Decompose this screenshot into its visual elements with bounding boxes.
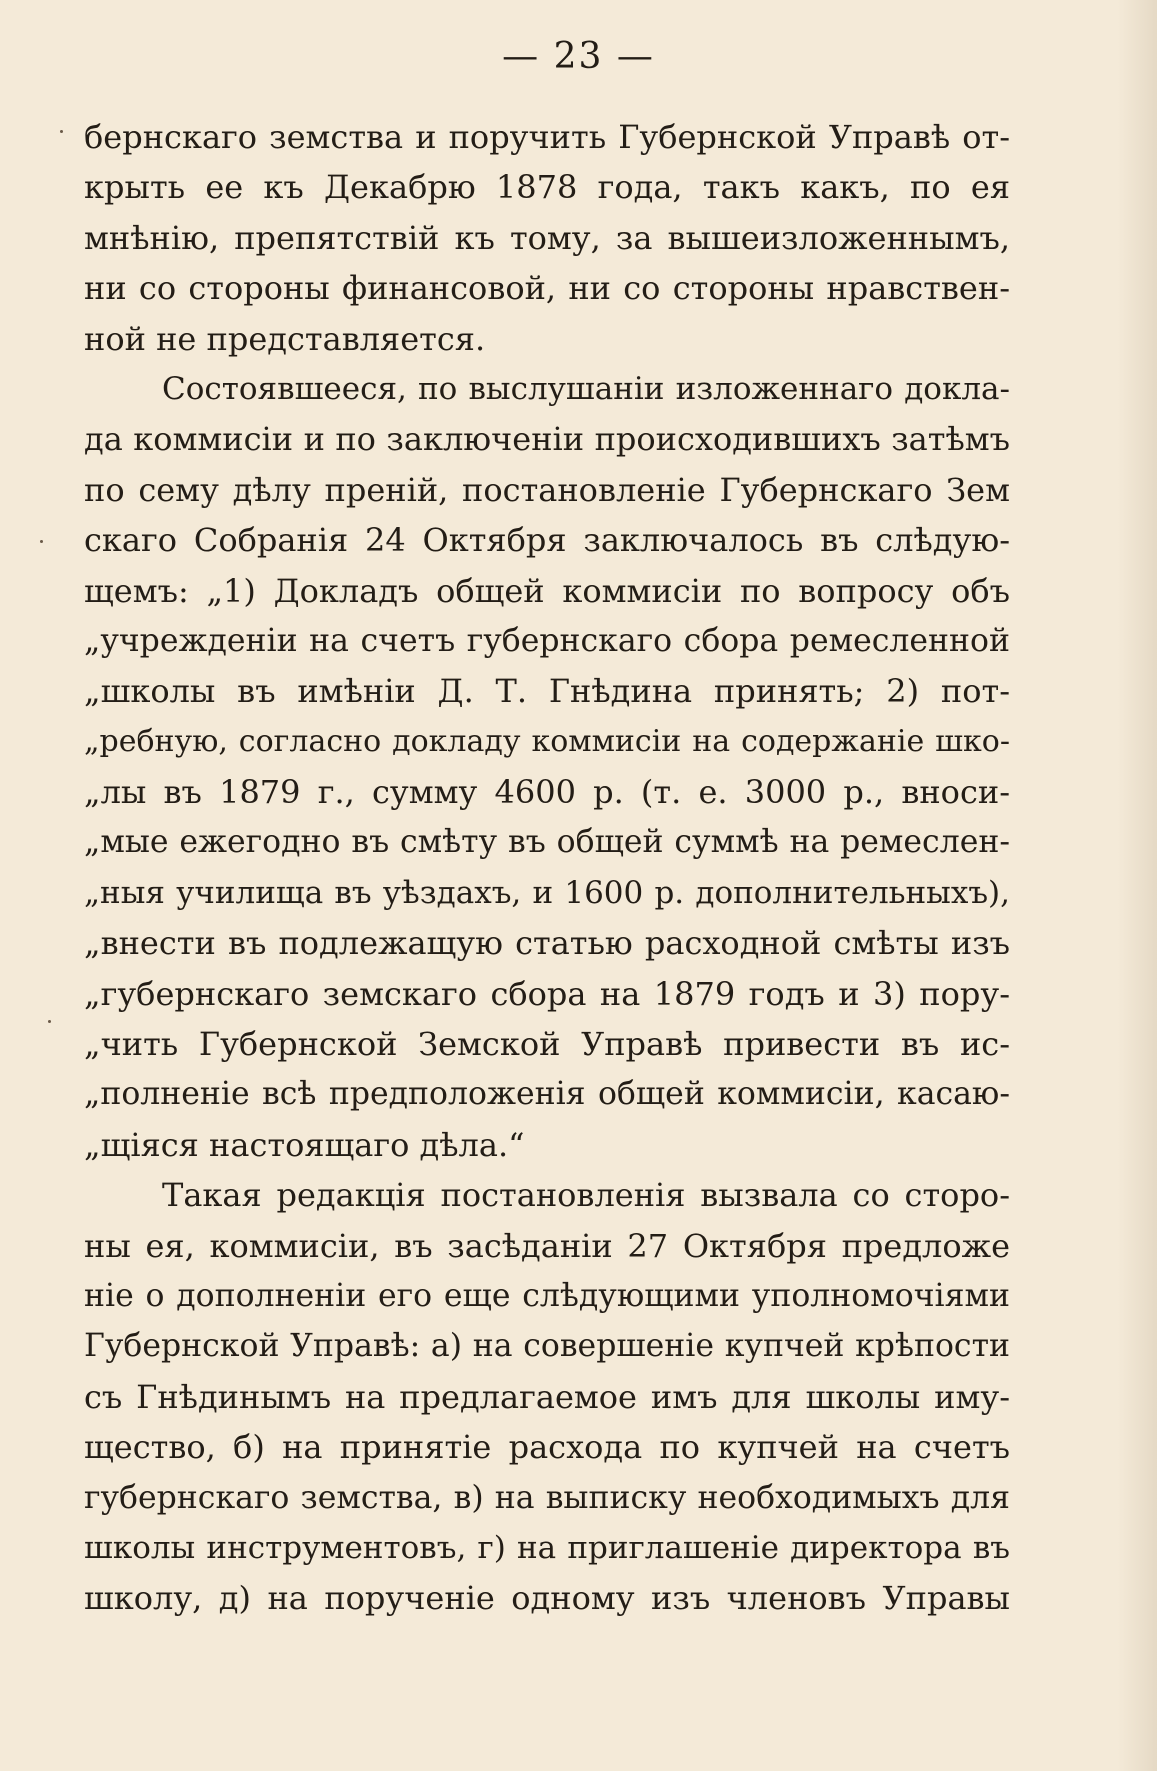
text-line: ной не представляется. [84,319,486,358]
text-line: губернскаго земства, в) на выписку необходимыхъ для [84,1479,1010,1516]
text-line: да коммисіи и по заключеніи происходившихъ затѣмъ [84,420,1010,459]
text-line: по сему дѣлу преній, постановленіе Губернскаго Зем [84,470,1010,509]
text-line: „ребную, согласно докладу коммисіи на содержаніе шко- [84,723,1010,759]
text-line: „учрежденіи на счетъ губернскаго сбора ремесленной [84,622,1010,659]
text-line: ни со стороны финансовой, ни со стороны нравствен- [84,269,1010,308]
paper-speck [40,540,43,543]
text-line: ніе о дополненіи его еще слѣдующими уполномочіями [84,1277,1010,1314]
text-line: бернскаго земства и поручить Губернской Управѣ от- [84,118,1010,156]
text-line: „ныя училища въ уѣздахъ, и 1600 р. дополнительныхъ), [84,874,1010,911]
text-line: „мые ежегодно въ смѣту въ общей суммѣ на ремеслен- [84,824,1010,861]
page-edge-shading [1117,0,1157,1771]
text-line: скаго Собранія 24 Октября заключалось въ слѣдую- [84,521,1010,560]
text-line: щемъ: „1) Докладъ общей коммисіи по вопросу объ [84,571,1010,610]
text-line: „школы въ имѣніи Д. Т. Гнѣдина принять; 2) пот- [84,672,1010,711]
paper-speck [48,1020,51,1023]
text-line: „внести въ подлежащую статью расходной смѣты изъ [84,924,1010,963]
text-line: щество, б) на принятіе расхода по купчей на счетъ [84,1428,1010,1467]
text-line: школу, д) на порученіе одному изъ членовъ Управы [84,1579,1010,1618]
text-line: „чить Губернской Земской Управѣ привести въ ис- [84,1025,1010,1064]
text-line: Состоявшееся, по выслушаніи изложеннаго докла- [162,370,1010,407]
text-line: „полненіе всѣ предположенія общей коммисіи, касаю- [84,1076,1010,1113]
text-line: Губернской Управѣ: а) на совершеніе купчей крѣпости [84,1328,1010,1365]
text-line: ны ея, коммисіи, въ засѣданіи 27 Октября предложе [84,1226,1010,1265]
text-line: съ Гнѣдинымъ на предлагаемое имъ для школы иму- [84,1377,1010,1416]
body-text [84,112,1010,1624]
paper-speck [60,130,63,133]
text-line: крыть ее къ Декабрю 1878 года, такъ какъ, по ея [84,168,1010,207]
text-line: школы инструментовъ, г) на приглашеніе директора въ [84,1529,1010,1566]
text-line: „лы въ 1879 г., сумму 4600 р. (т. е. 3000 р., вноси- [84,773,1010,812]
text-line: „губернскаго земскаго сбора на 1879 годъ и 3) пору- [84,974,1010,1013]
text-line: Такая редакція постановленія вызвала со сторо- [162,1176,1010,1215]
text-line: мнѣнію, препятствій къ тому, за вышеизложеннымъ, [84,218,1010,257]
page-number: — 23 — [502,36,655,77]
text-line: „щіяся настоящаго дѣла.“ [84,1125,525,1164]
